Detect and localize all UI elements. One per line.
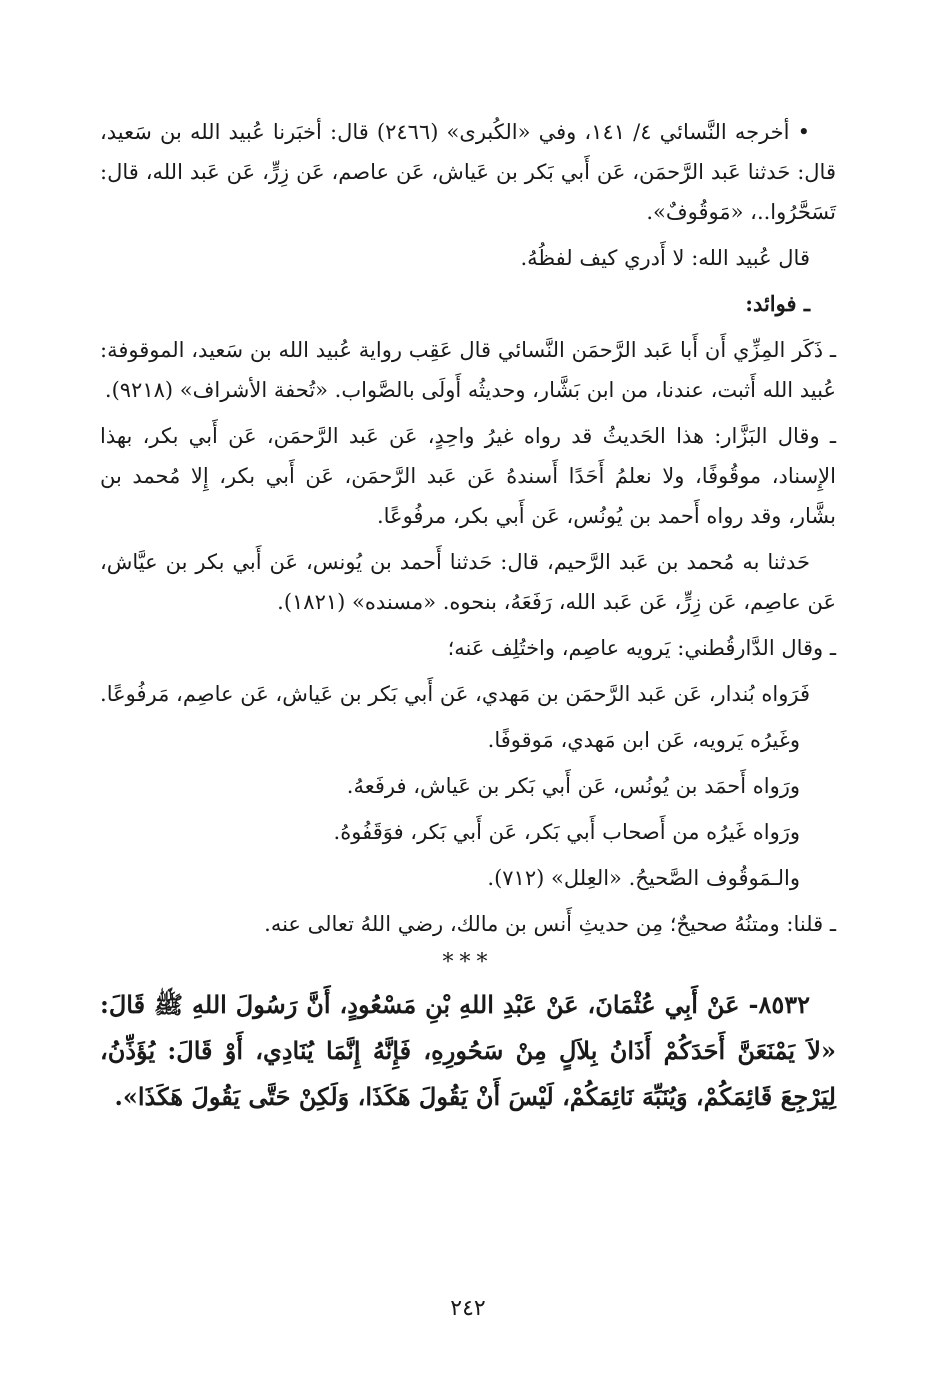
mizzi-paragraph: ـ ذَكَر المِزِّي أَن أَبا عَبد الرَّحمَن النَّسائي قال عَقِب رواية عُبيد الله بن سَعيد، الموقوفة: عُبيد الله أَثبت، عندنا، من ابن بَشَّار، وحديثُه أَولَى بالصَّواب. «تُحفة الأشراف» (٩٢١٨). xyxy=(100,338,836,402)
hadith-text: ٨٥٣٢- عَنْ أَبِي عُثْمَانَ، عَنْ عَبْدِ اللهِ بْنِ مَسْعُودٍ، أَنَّ رَسُولَ اللهِ ﷺ قَالَ: «لاَ يَمْنَعَنَّ أَحَدَكُمْ أَذَانُ بِلاَلٍ مِنْ سَحُورِهِ، فَإِنَّهُ إِنَّمَا يُنَادِي، أَوْ قَالَ: يُؤَذِّنُ، لِيَرْجِعَ قَائِمَكُمْ، وَيُنَبِّهَ نَائِمَكُمْ، لَيْسَ أَنْ يَقُولَ هَكَذَا، وَلَكِنْ حَتَّى يَقُولَ هَكَذَا». xyxy=(100,990,836,1111)
note-paragraph: قال عُبيد الله: لا أَدري كيف لفظُهُ. xyxy=(520,246,810,270)
bundar-paragraph: فَرَواه بُندار، عَن عَبد الرَّحمَن بن مَهدي، عَن أَبي بَكر بن عَياش، عَن عاصِم، مَرفُوعًا. xyxy=(100,682,810,706)
bazzar-paragraph: ـ وقال البَزَّار: هذا الحَديثُ قد رواه غيرُ واحِدٍ، عَن عَبد الرَّحمَن، عَن أَبي بكر، بهذا الإِسناد، موقُوفًا، ولا نعلمُ أَحَدًا أَسندهُ عَن عَبد الرَّحمَن، عَن أَبي بكر، إِلا مُحمد بن بشَّار، وقد رواه أَحمد بن يُونُس، عَن أَبي بكر، مرفُوعًا. xyxy=(100,424,836,528)
section-divider: *** xyxy=(442,950,494,975)
musnad-paragraph: حَدثنا به مُحمد بن عَبد الرَّحيم، قال: حَدثنا أَحمد بن يُونس، عَن أَبي بكر بن عيَّاش، عَن عاصِم، عَن زِرٍّ، عَن عَبد الله، رَفَعَهُ، بنحوه. «مسنده» (١٨٢١). xyxy=(100,550,836,614)
conclusion-paragraph: ـ قلنا: ومتنُهُ صحيحٌ؛ مِن حديثِ أَنس بن مالك، رضي اللهُ تعالى عنه. xyxy=(264,912,836,936)
page-number: ٢٤٢ xyxy=(450,1296,486,1321)
ibn-mahdi-line: وغَيرُه يَرويه، عَن ابن مَهدي، مَوقوفًا. xyxy=(487,728,800,752)
ahmad-line: ورَواه أَحمَد بن يُونُس، عَن أَبي بَكر بن عَياش، فرفَعهُ. xyxy=(346,774,800,798)
takhrij-paragraph: • أخرجه النَّسائي ٤/ ١٤١، وفي «الكُبرى» (٢٤٦٦) قال: أخبَرنا عُبيد الله بن سَعيد، قال: حَدثنا عَبد الرَّحمَن، عَن أَبي بَكر بن عَياش، عَن عاصم، عَن زِرٍّ، عَن عَبد الله، قال: تَسَحَّرُوا..، «مَوقُوفٌ». xyxy=(100,120,836,224)
ilal-line: والـمَوقُوف الصَّحيحُ. «العِلل» (٧١٢). xyxy=(487,866,800,890)
daraqutni-paragraph: ـ وقال الدَّارقُطني: يَرويه عاصِم، واختُلِف عَنه؛ xyxy=(447,636,836,660)
others-line: ورَواه غَيرُه من أَصحاب أَبي بَكر، عَن أَبي بَكر، فوَقَفُوهُ. xyxy=(333,820,800,844)
fawaid-heading: ـ فوائد: xyxy=(745,291,810,316)
